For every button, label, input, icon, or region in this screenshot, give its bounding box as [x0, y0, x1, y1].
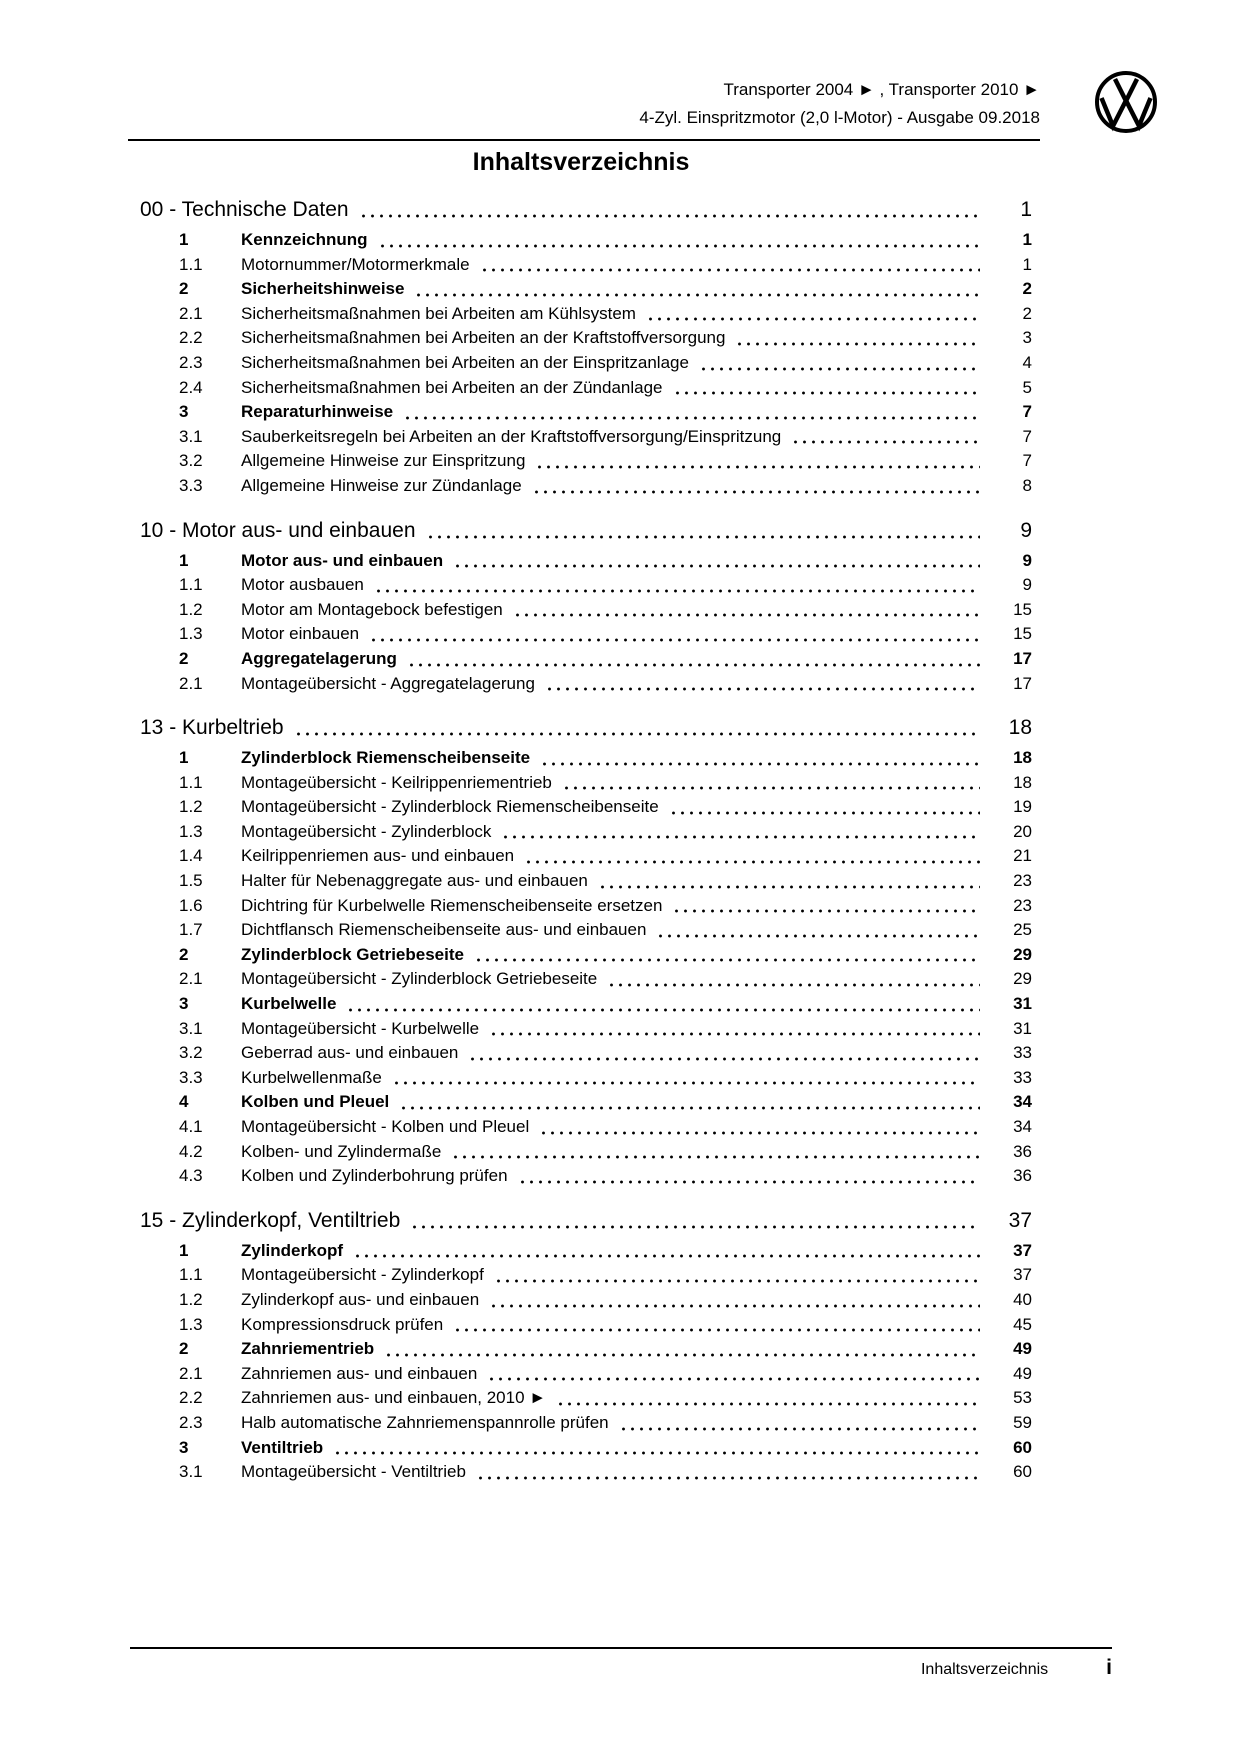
entry-page: 29 — [1013, 944, 1032, 964]
entry-number: 3.3 — [179, 1067, 203, 1087]
entry-title: Kolben und Pleuel — [241, 1092, 390, 1112]
page-title: Inhaltsverzeichnis — [472, 148, 690, 176]
toc-entry — [130, 967, 1032, 992]
entry-title: Motornummer/Motormerkmale — [241, 254, 470, 274]
dot-leader — [384, 1352, 980, 1358]
entry-number: 2 — [179, 1339, 189, 1359]
entry-number: 4 — [179, 1092, 189, 1112]
entry-page: 33 — [1013, 1067, 1032, 1087]
entry-page: 23 — [1013, 871, 1032, 891]
entry-title: Allgemeine Hinweise zur Einspritzung — [241, 451, 526, 471]
entry-page: 7 — [1022, 451, 1032, 471]
entry-page: 18 — [1013, 748, 1032, 768]
dot-leader — [480, 267, 980, 273]
toc-entry — [130, 400, 1032, 425]
entry-number: 1.3 — [179, 821, 203, 841]
entry-page: 1 — [1022, 230, 1032, 249]
toc-entry — [130, 253, 1032, 278]
toc-entry — [130, 1239, 1032, 1264]
entry-page: 29 — [1013, 969, 1032, 989]
entry-number: 1.2 — [179, 797, 203, 817]
entry-number: 1.4 — [179, 846, 203, 866]
toc-chapter-row — [130, 714, 1032, 741]
toc-entry — [130, 1460, 1032, 1485]
entry-title: Motor einbauen — [241, 624, 360, 644]
entry-title: Zahnriemen aus- und einbauen — [241, 1363, 478, 1383]
toc-entry — [130, 549, 1032, 574]
dot-leader — [369, 637, 980, 643]
page-footer — [130, 1647, 1112, 1680]
toc-entry — [130, 844, 1032, 869]
entry-title: Dichtflansch Riemenscheibenseite aus- und einbauen — [241, 920, 647, 940]
chapter-entries — [130, 1239, 1032, 1485]
entry-page: 23 — [1013, 895, 1032, 915]
entry-number: 4.2 — [179, 1141, 203, 1161]
vw-logo-icon — [1094, 70, 1158, 134]
entry-page: 8 — [1022, 475, 1032, 495]
dot-leader — [656, 933, 980, 939]
toc-chapter — [130, 517, 1032, 697]
toc-entry — [130, 894, 1032, 919]
entry-page: 31 — [1013, 994, 1032, 1014]
entry-number: 4.1 — [179, 1117, 203, 1136]
toc-entry — [130, 795, 1032, 820]
chapter-page: 37 — [1008, 1208, 1032, 1232]
entry-page: 2 — [1022, 303, 1032, 323]
entry-title: Sicherheitsmaßnahmen bei Arbeiten an der Kraftstoffversorgung — [241, 328, 726, 348]
entry-title: Montageübersicht - Zylinderblock Riemenscheibenseite — [241, 797, 659, 817]
entry-title: Kurbelwellenmaße — [241, 1067, 382, 1087]
toc-entry — [130, 598, 1032, 623]
toc-entry — [130, 1263, 1032, 1288]
entry-title: Motor ausbauen — [241, 575, 364, 595]
dot-leader — [468, 1056, 980, 1062]
entry-number: 2.3 — [179, 352, 203, 372]
entry-page: 17 — [1013, 648, 1032, 668]
entry-page: 21 — [1013, 846, 1032, 866]
entry-page: 31 — [1013, 1018, 1032, 1038]
dot-leader — [378, 243, 980, 249]
dot-leader — [669, 810, 980, 816]
toc-entry — [130, 746, 1032, 771]
toc-chapter — [130, 714, 1032, 1189]
dot-leader — [403, 415, 980, 421]
entry-number: 1.2 — [179, 1289, 203, 1309]
entry-page: 33 — [1013, 1043, 1032, 1063]
toc-entry — [130, 1386, 1032, 1411]
entry-number: 1 — [179, 1240, 189, 1260]
entry-number: 2 — [179, 279, 189, 299]
dot-leader — [646, 316, 980, 322]
entry-page: 7 — [1022, 402, 1032, 422]
entry-number: 4.3 — [179, 1166, 203, 1186]
entry-page: 60 — [1013, 1437, 1032, 1457]
dot-leader — [607, 982, 980, 988]
header-model-line: Transporter 2004 ► , Transporter 2010 ► — [723, 80, 1040, 99]
entry-page: 15 — [1013, 624, 1032, 644]
toc-entry — [130, 918, 1032, 943]
entry-page: 53 — [1013, 1388, 1032, 1408]
dot-leader — [699, 366, 980, 372]
chapter-entries — [130, 228, 1032, 499]
entry-title: Halb automatische Zahnriemenspannrolle prüfen — [241, 1412, 609, 1432]
entry-number: 1.5 — [179, 871, 203, 891]
chapter-entries — [130, 746, 1032, 1189]
dot-leader — [489, 1303, 980, 1309]
entry-number: 1.1 — [179, 772, 203, 792]
toc-entry — [130, 449, 1032, 474]
dot-leader — [426, 534, 980, 540]
header-divider — [128, 139, 1040, 141]
dot-leader — [453, 1327, 980, 1333]
footer-page-number: i — [1106, 1656, 1112, 1679]
entry-title: Montageübersicht - Zylinderblock — [241, 821, 492, 841]
entry-title: Kolben- und Zylindermaße — [241, 1141, 442, 1161]
entry-page: 49 — [1013, 1363, 1032, 1383]
dot-leader — [545, 686, 980, 692]
entry-number: 1.3 — [179, 624, 203, 644]
toc-entry — [130, 869, 1032, 894]
entry-page: 9 — [1022, 575, 1032, 595]
entry-title: Montageübersicht - Aggregatelagerung — [241, 673, 535, 693]
toc-chapter-row — [130, 196, 1032, 223]
dot-leader — [598, 884, 980, 890]
entry-number: 2.2 — [179, 328, 203, 348]
toc-entry — [130, 992, 1032, 1017]
toc-chapter-row — [130, 517, 1032, 544]
entry-number: 2.1 — [179, 1363, 203, 1383]
toc-entry — [130, 622, 1032, 647]
toc-entry — [130, 647, 1032, 672]
dot-leader — [392, 1080, 980, 1086]
dot-leader — [524, 859, 980, 865]
toc-entry — [130, 672, 1032, 697]
entry-title: Ventiltrieb — [241, 1437, 324, 1457]
toc-entry — [130, 1436, 1032, 1461]
chapter-title: 00 - Technische Daten — [140, 198, 349, 221]
dot-leader — [487, 1376, 980, 1382]
entry-title: Montageübersicht - Zylinderkopf — [241, 1265, 484, 1285]
entry-number: 2 — [179, 944, 189, 964]
dot-leader — [489, 1031, 980, 1037]
dot-leader — [672, 908, 980, 914]
dot-leader — [562, 785, 980, 791]
entry-title: Kurbelwelle — [241, 994, 337, 1014]
entry-number: 3 — [179, 1437, 189, 1457]
entry-page: 20 — [1013, 821, 1032, 841]
entry-page: 40 — [1013, 1289, 1032, 1309]
entry-title: Zylinderkopf — [241, 1240, 344, 1260]
dot-leader — [399, 1105, 980, 1111]
header-edition-line: 4-Zyl. Einspritzmotor (2,0 l-Motor) - Ausgabe 09.2018 — [639, 108, 1040, 127]
entry-number: 3 — [179, 994, 189, 1014]
toc-entry — [130, 228, 1032, 253]
entry-number: 2.1 — [179, 303, 203, 323]
entry-page: 5 — [1022, 377, 1032, 397]
dot-leader — [673, 390, 981, 396]
dot-leader — [359, 213, 980, 219]
entry-page: 59 — [1013, 1412, 1032, 1432]
dot-leader — [735, 341, 980, 347]
dot-leader — [333, 1450, 980, 1456]
entry-title: Zylinderblock Getriebeseite — [241, 944, 464, 964]
entry-title: Montageübersicht - Ventiltrieb — [241, 1462, 466, 1482]
entry-number: 3.3 — [179, 475, 203, 495]
entry-page: 19 — [1013, 797, 1032, 817]
entry-number: 2.4 — [179, 377, 203, 397]
dot-leader — [474, 957, 980, 963]
entry-title: Halter für Nebenaggregate aus- und einbauen — [241, 871, 588, 891]
toc-entry — [130, 1140, 1032, 1165]
entry-number: 2.1 — [179, 673, 203, 693]
dot-leader — [540, 761, 980, 767]
entry-number: 1.3 — [179, 1314, 203, 1334]
dot-leader — [410, 1224, 980, 1230]
dot-leader — [556, 1401, 980, 1407]
entry-number: 3 — [179, 402, 189, 422]
toc-entry — [130, 326, 1032, 351]
entry-title: Geberrad aus- und einbauen — [241, 1043, 459, 1063]
dot-leader — [374, 588, 980, 594]
dot-leader — [791, 439, 980, 445]
dot-leader — [501, 834, 980, 840]
entry-title: Sicherheitshinweise — [241, 279, 405, 299]
toc-entry — [130, 1115, 1032, 1140]
toc-chapter-row — [130, 1207, 1032, 1234]
entry-title: Montageübersicht - Kurbelwelle — [241, 1018, 480, 1038]
dot-leader — [619, 1426, 980, 1432]
toc-entry — [130, 277, 1032, 302]
entry-title: Montageübersicht - Kolben und Pleuel — [241, 1117, 530, 1136]
entry-title: Sicherheitsmaßnahmen bei Arbeiten am Kühlsystem — [241, 303, 636, 323]
toc-entry — [130, 474, 1032, 499]
toc — [130, 196, 1032, 1485]
dot-leader — [294, 731, 980, 737]
entry-page: 18 — [1013, 772, 1032, 792]
chapter-page: 18 — [1008, 716, 1032, 740]
entry-title: Kompressionsdruck prüfen — [241, 1314, 444, 1334]
dot-leader — [353, 1253, 980, 1259]
toc-entry — [130, 1090, 1032, 1115]
toc-entry — [130, 1041, 1032, 1066]
dot-leader — [535, 464, 980, 470]
toc-entry — [130, 425, 1032, 450]
entry-page: 37 — [1013, 1240, 1032, 1260]
toc-entry — [130, 1288, 1032, 1313]
entry-page: 15 — [1013, 599, 1032, 619]
entry-number: 2.3 — [179, 1412, 203, 1432]
entry-number: 1 — [179, 550, 189, 570]
entry-number: 1.7 — [179, 920, 203, 940]
entry-number: 3.2 — [179, 451, 203, 471]
footer-label: Inhaltsverzeichnis — [920, 1661, 1049, 1678]
entry-page: 3 — [1022, 328, 1032, 348]
entry-number: 3.2 — [179, 1043, 203, 1063]
entry-title: Zylinderkopf aus- und einbauen — [241, 1289, 480, 1309]
toc-entry — [130, 1411, 1032, 1436]
entry-title: Montageübersicht - Keilrippenriementrieb — [241, 772, 552, 792]
entry-title: Sicherheitsmaßnahmen bei Arbeiten an der Zündanlage — [241, 377, 663, 397]
entry-page: 60 — [1013, 1462, 1032, 1482]
entry-page: 45 — [1013, 1314, 1032, 1334]
chapter-page: 1 — [1020, 198, 1032, 221]
entry-page: 1 — [1022, 254, 1032, 274]
dot-leader — [539, 1130, 980, 1136]
entry-number: 1.6 — [179, 895, 203, 915]
entry-number: 1.1 — [179, 254, 203, 274]
entry-page: 36 — [1013, 1141, 1032, 1161]
entry-title: Allgemeine Hinweise zur Zündanlage — [241, 475, 522, 495]
entry-number: 1 — [179, 230, 189, 249]
entry-number: 2 — [179, 648, 189, 668]
toc-entry — [130, 1313, 1032, 1338]
dot-leader — [407, 662, 980, 668]
entry-page: 7 — [1022, 426, 1032, 446]
entry-page: 4 — [1022, 352, 1032, 372]
entry-number: 1.2 — [179, 599, 203, 619]
entry-title: Dichtring für Kurbelwelle Riemenscheibenseite ersetzen — [241, 895, 663, 915]
entry-number: 2.1 — [179, 969, 203, 989]
toc-entry — [130, 1337, 1032, 1362]
entry-title: Reparaturhinweise — [241, 402, 394, 422]
chapter-title: 15 - Zylinderkopf, Ventiltrieb — [140, 1208, 401, 1232]
dot-leader — [451, 1154, 980, 1160]
entry-title: Montageübersicht - Zylinderblock Getriebeseite — [241, 969, 598, 989]
toc-entry — [130, 573, 1032, 598]
entry-page: 34 — [1013, 1092, 1032, 1112]
entry-number: 1.1 — [179, 1265, 203, 1285]
entry-page: 25 — [1013, 920, 1032, 940]
toc-entry — [130, 820, 1032, 845]
entry-number: 3.1 — [179, 1462, 203, 1482]
entry-page: 34 — [1013, 1117, 1032, 1136]
entry-number: 2.2 — [179, 1388, 203, 1408]
entry-title: Motor am Montagebock befestigen — [241, 599, 503, 619]
entry-title: Kennzeichnung — [241, 230, 368, 249]
dot-leader — [346, 1007, 980, 1013]
toc-entry — [130, 1362, 1032, 1387]
entry-page: 37 — [1013, 1265, 1032, 1285]
entry-title: Aggregatelagerung — [241, 648, 397, 668]
entry-number: 3.1 — [179, 426, 203, 446]
chapter-page: 9 — [1020, 518, 1032, 542]
toc-entry — [130, 351, 1032, 376]
entry-page: 17 — [1013, 673, 1032, 693]
entry-number: 1 — [179, 748, 189, 768]
entry-page: 49 — [1013, 1339, 1032, 1359]
page-header — [130, 76, 1040, 132]
chapter-entries — [130, 549, 1032, 697]
entry-number: 1.1 — [179, 575, 203, 595]
toc-entry — [130, 1066, 1032, 1091]
toc-entry — [130, 376, 1032, 401]
toc-entry — [130, 1017, 1032, 1042]
chapter-title: 10 - Motor aus- und einbauen — [140, 518, 416, 542]
entry-title: Motor aus- und einbauen — [241, 550, 444, 570]
dot-leader — [494, 1278, 980, 1284]
dot-leader — [414, 292, 980, 298]
entry-title: Sauberkeitsregeln bei Arbeiten an der Kraftstoffversorgung/Einspritzung — [241, 426, 782, 446]
entry-page: 2 — [1022, 279, 1032, 299]
entry-title: Kolben und Zylinderbohrung prüfen — [241, 1166, 508, 1186]
entry-title: Keilrippenriemen aus- und einbauen — [241, 846, 515, 866]
entry-page: 9 — [1022, 550, 1032, 570]
dot-leader — [513, 612, 980, 618]
toc-chapter — [130, 196, 1032, 499]
entry-number: 3.1 — [179, 1018, 203, 1038]
dot-leader — [453, 563, 980, 569]
entry-title: Zahnriementrieb — [241, 1339, 375, 1359]
entry-title: Zylinderblock Riemenscheibenseite — [241, 748, 531, 768]
entry-page: 36 — [1013, 1166, 1032, 1186]
entry-title: Zahnriemen aus- und einbauen, 2010 ► — [241, 1388, 547, 1408]
toc-entry — [130, 1164, 1032, 1189]
dot-leader — [476, 1475, 980, 1481]
dot-leader — [532, 489, 980, 495]
toc-chapter — [130, 1207, 1032, 1485]
chapter-title: 13 - Kurbeltrieb — [140, 716, 284, 740]
toc-entry — [130, 302, 1032, 327]
entry-title: Sicherheitsmaßnahmen bei Arbeiten an der Einspritzanlage — [241, 352, 689, 372]
toc-entry — [130, 771, 1032, 796]
toc-entry — [130, 943, 1032, 968]
dot-leader — [518, 1179, 980, 1185]
